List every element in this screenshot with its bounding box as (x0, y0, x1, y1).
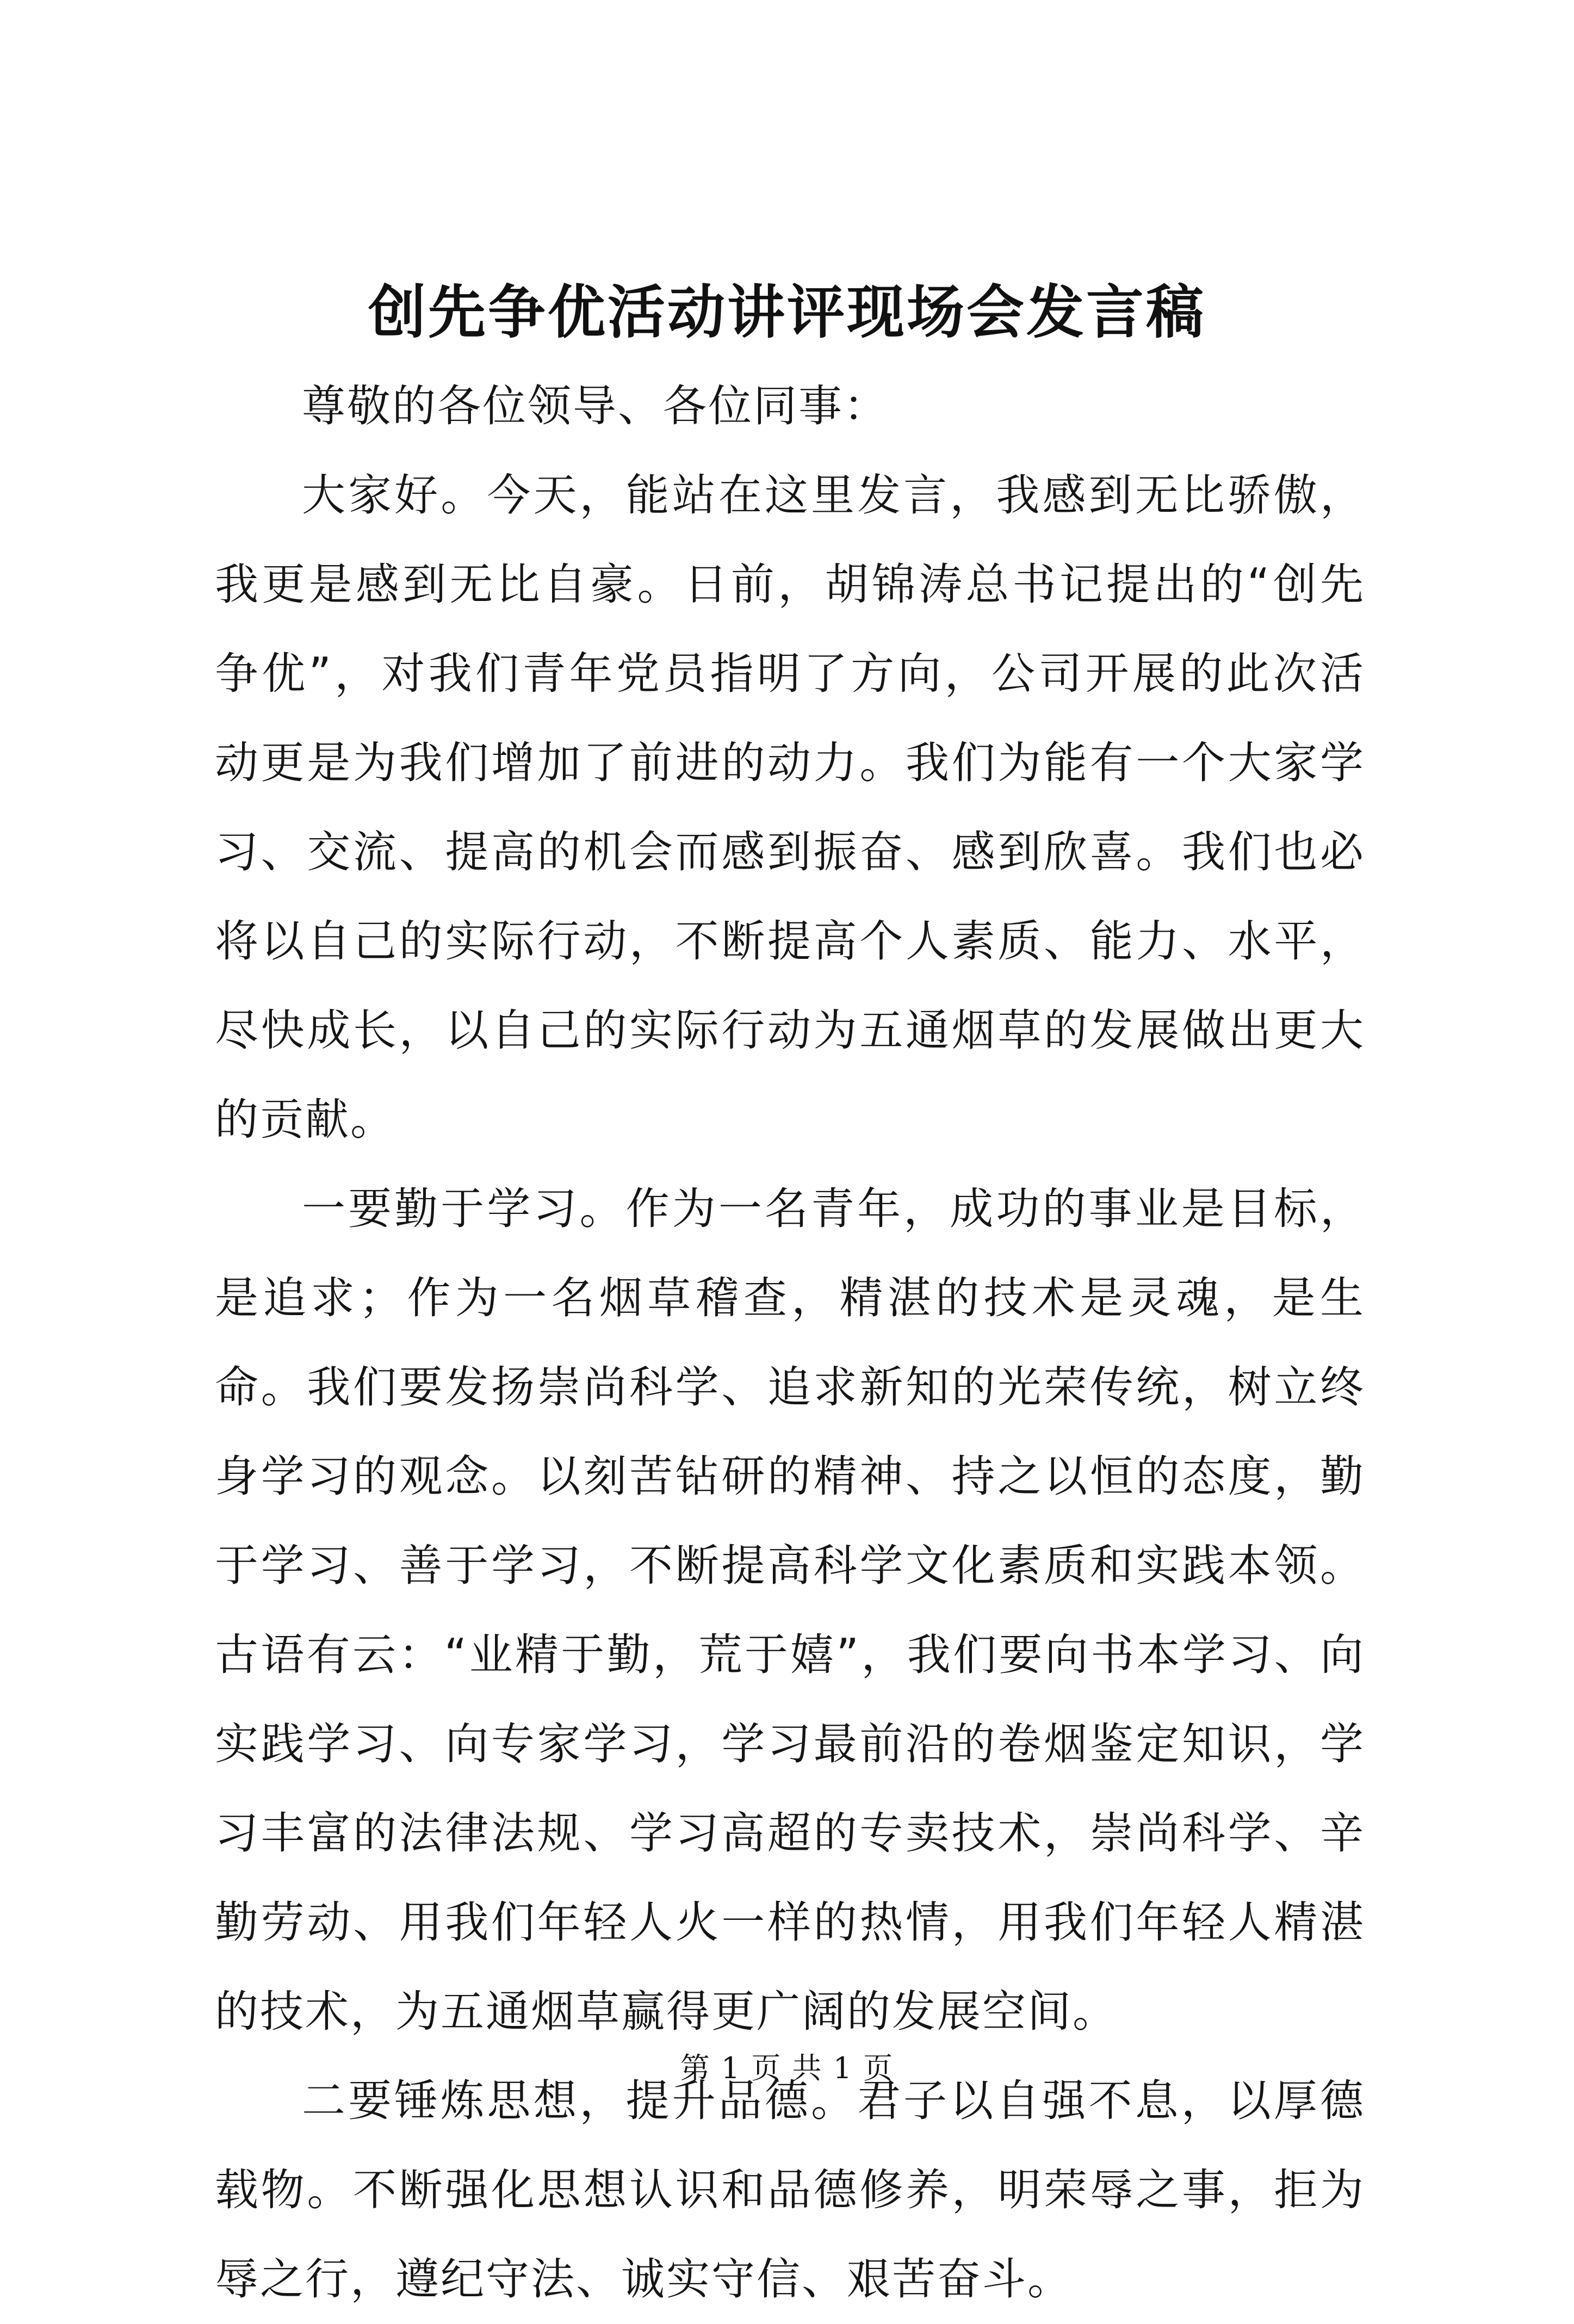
document-body (215, 362, 1365, 2324)
intro-paragraph: 大家好。今天，能站在这里发言，我感到无比骄傲，我更是感到无比自豪。日前，胡锦涛总书记提出的“创先争优”，对我们青年党员指明了方向，公司开展的此次活动更是为我们增加了前进的动力。我们为能有一个大家学习、交流、提高的机会而感到振奋、感到欣喜。我们也必将以自己的实际行动，不断提高个人素质、能力、水平，尽快成长，以自己的实际行动为五通烟草的发展做出更大的贡献。 (215, 470, 1365, 1145)
document-title: 创先争优活动讲评现场会发言稿 (368, 279, 1206, 346)
study-paragraph: 一要勤于学习。作为一名青年，成功的事业是目标，是追求；作为一名烟草稽查，精湛的技术是灵魂，是生命。我们要发扬崇尚科学、追求新知的光荣传统，树立终身学习的观念。以刻苦钻研的精神、持之以恒的态度，勤于学习、善于学习，不断提高科学文化素质和实践本领。古语有云：“业精于勤，荒于嬉”，我们要向书本学习、向实践学习、向专家学习，学习最前沿的卷烟鉴定知识，学习丰富的法律法规、学习高超的专卖技术，崇尚科学、辛勤劳动、用我们年轻人火一样的热情，用我们年轻人精湛的技术，为五通烟草赢得更广阔的发展空间。 (215, 1183, 1365, 2037)
character-paragraph: 二要锤炼思想，提升品德。君子以自强不息，以厚德载物。不断强化思想认识和品德修养，明荣辱之事，拒为辱之行，遵纪守法、诚实守信、艰苦奋斗。 (215, 2075, 1365, 2304)
page-footer: 第 1 页 共 1 页 (680, 2051, 894, 2085)
salutation-paragraph: 尊敬的各位领导、各位同事： (302, 381, 889, 431)
